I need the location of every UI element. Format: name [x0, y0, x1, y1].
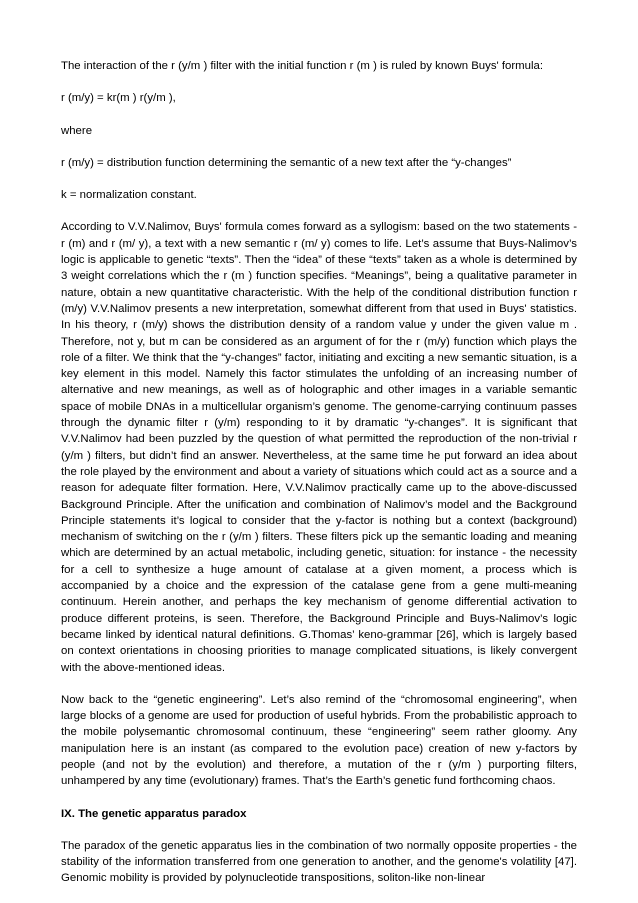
- formula-line: r (m/y) = kr(m ) r(y/m ),: [61, 92, 176, 105]
- document-page: [61, 58, 577, 903]
- genetic-engineering-paragraph: Now back to the “genetic engineering”. Let’s also remind of the “chromosomal engineering”, when large blocks of a genome are used for production of useful hybrids. From the probabilistic approach to the mobile polysemantic chromosomal continuum, these “engineering” seem rather gloomy. Any manipulation here is an instant (as compared to the evolution pace) creation of new y-factors by people (and not by the evolution) and therefore, a mutation of the r (y/m ) purporting filters, unhampered by any time (evolutionary) frames. That’s the Earth’s genetic fund forthcoming chaos.: [61, 693, 577, 788]
- where-label: where: [61, 124, 93, 137]
- nalimov-paragraph: [61, 219, 577, 675]
- intro-paragraph: The interaction of the r (y/m ) filter with the initial function r (m ) is ruled by known Buys' formula:: [61, 60, 544, 72]
- section-heading: IX. The genetic apparatus paradox: [61, 807, 247, 820]
- paradox-paragraph: The paradox of the genetic apparatus lies in the combination of two normally opposite properties - the stability of the information transferred from one generation to another, and the genome's volatility [47]. Genomic mobility is provided by polynucleotide transpositions, soliton-like non-linear: [61, 839, 577, 885]
- definition-normalization: k = normalization constant.: [61, 189, 197, 202]
- definition-distribution: r (m/y) = distribution function determining the semantic of a new text after the “y-changes”: [61, 156, 512, 169]
- nalimov-paragraph-lead: According to V.V.Nalimov, Buys' formula comes forward as a syllogism: based on the two statements -: [61, 221, 577, 234]
- nalimov-paragraph-body: r (m) and r (m/ y), a text with a new semantic r (m/ y) comes to life. Let’s assume that Buys-Nalimov’s logic is applicable to genetic “texts”. Then the “idea” of these “texts” taken as a whole is determined by 3 weight correlations which the r (m ) function specifies. “Meanings”, being a qualitative parameter in nature, obtain a new quantitative characteristic. With the help of the conditional distribution function r (m/y) V.V.Nalimov presents a new interpretation, somewhat different from that used in Buys' statistics. In his theory, r (m/y) shows the distribution density of a random value y under the given value m . Therefore, not y, but m can be considered as an argument of for the r (m/y) function which plays the role of a filter. We think that the “y-changes” factor, initiating and exciting a new semantic situation, is a key element in this model. Namely this factor stimulates the unfolding of an increasing number of alternative and new meanings, as well as of holographic and other images in a variable semantic space of mobile DNAs in a multicellular organism’s genome. The genome-carrying continuum passes through the dynamic filter r (y/m) responding to it by dramatic “y-changes”. It is significant that V.V.Nalimov had been puzzled by the question of what permitted the reproduction of the non-trivial r (y/m ) filters, but didn’t find an answer. Nevertheless, at the same time he put forward an idea about the role played by the environment and about a variety of situations which could act as a source and a reason for adequate filter formation. Here, V.V.Nalimov practically came up to the above-discussed Background Principle. After the unification and combination of Nalimov’s model and the Background Principle statements it’s logical to consider that the y-factor is nothing but a context (background) mechanism of switching on the r (y/m ) filters. These filters pick up the semantic loading and meaning which are determined by an actual metabolic, including genetic, situation: for instance - the necessity for a cell to synthesize a huge amount of catalase at a given moment, a process which is accompanied by a choice and the expression of the catalase gene from a gene multi-meaning continuum. Herein another, and perhaps the key mechanism of genome differential activation to produce different proteins, is seen. Therefore, the Background Principle and Buys-Nalimov’s logic became linked by identical natural definitions. G.Thomas’ keno-grammar [26], which is largely based on context orientations in choosing priorities to manage complicated situations, is likely convergent with the above-mentioned ideas.: [61, 237, 577, 674]
